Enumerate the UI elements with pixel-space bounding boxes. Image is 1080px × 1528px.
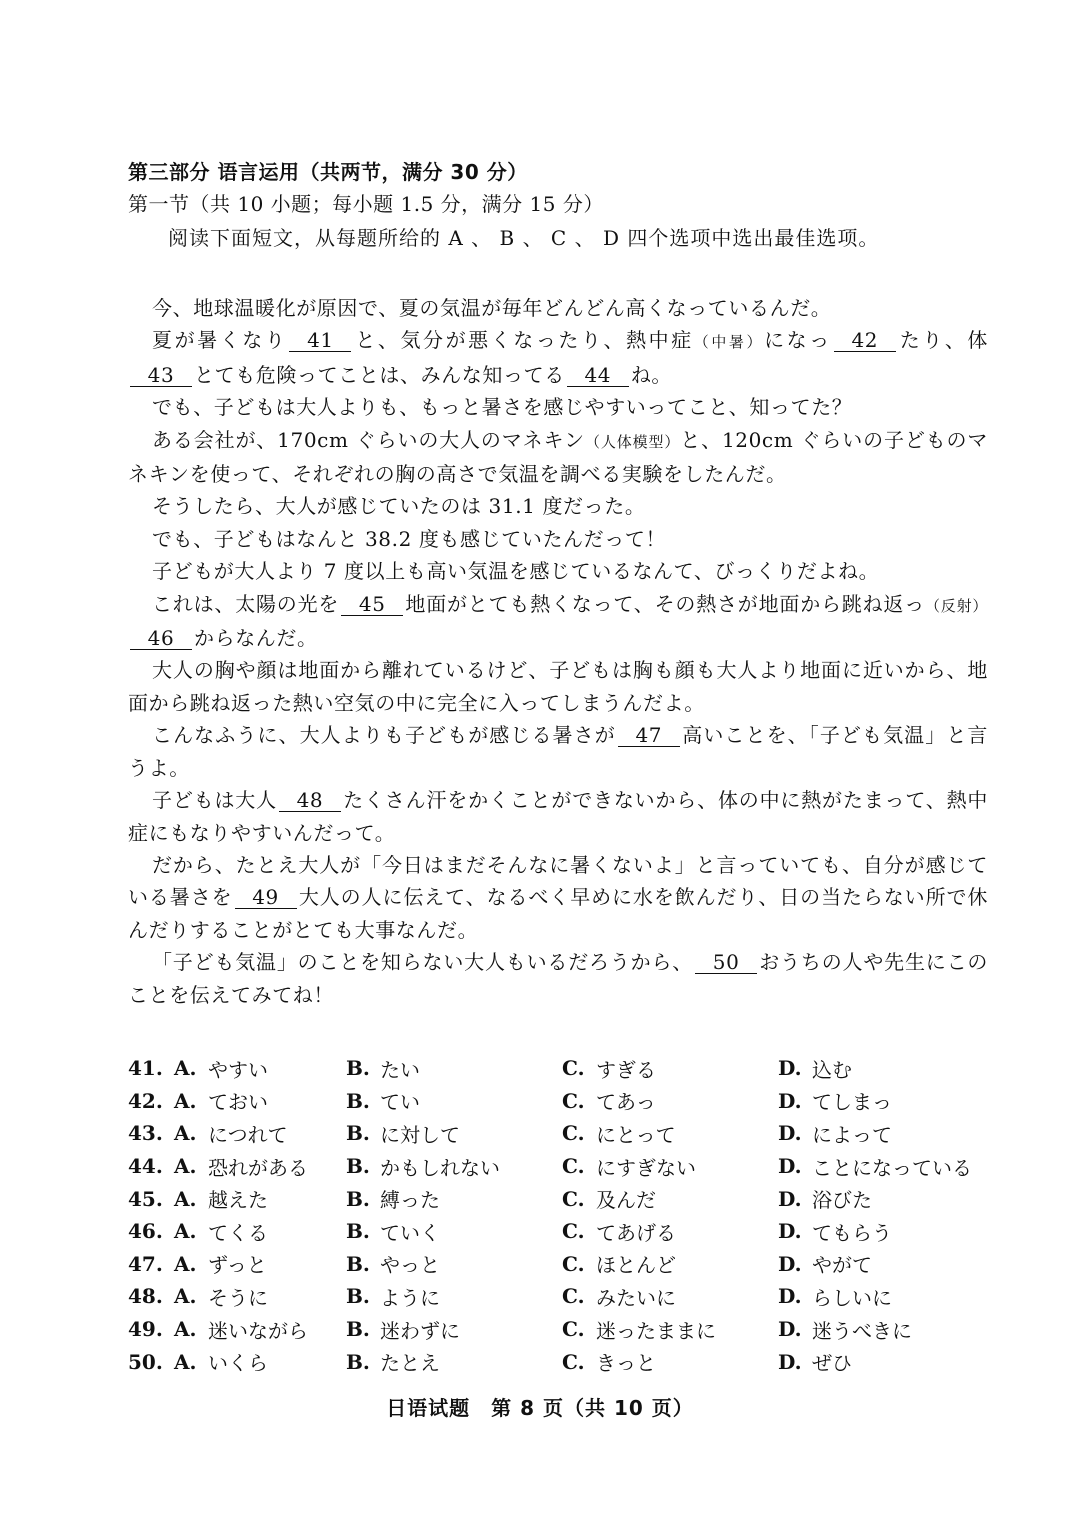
option-text: 迷ったままに xyxy=(596,1318,716,1343)
option-d[interactable] xyxy=(778,1184,998,1213)
option-letter: B. xyxy=(346,1056,370,1081)
option-letter: C. xyxy=(562,1088,585,1113)
blank-45: 45 xyxy=(341,593,403,616)
option-row xyxy=(128,1215,998,1248)
option-b[interactable] xyxy=(346,1086,562,1115)
option-text: すぎる xyxy=(596,1057,656,1082)
option-letter: B. xyxy=(346,1317,370,1342)
gloss-note: （中暑） xyxy=(693,333,765,352)
option-letter: B. xyxy=(346,1284,370,1309)
option-text: やすい xyxy=(208,1057,268,1082)
option-text: によって xyxy=(812,1122,892,1147)
option-row xyxy=(128,1280,998,1313)
paragraph-9: 大人の胸や顔は地面から離れているけど、子どもは胸も顔も大人より地面に近いから、地面から跳ね返った熱い空気の中に完全に入ってしまうんだよ。 xyxy=(128,658,988,715)
option-text: にすぎない xyxy=(596,1155,696,1180)
option-text: 迷わずに xyxy=(380,1318,460,1343)
option-d[interactable] xyxy=(778,1249,998,1278)
text-segment: 地面がとても熱くなって、その熱さが地面から跳ね返っ xyxy=(405,591,925,616)
option-row xyxy=(128,1182,998,1215)
option-text: 浴びた xyxy=(812,1188,872,1213)
paragraph-10 xyxy=(128,719,988,784)
paragraph-2 xyxy=(128,324,988,391)
text-segment: たり、体 xyxy=(897,328,989,353)
option-d[interactable] xyxy=(778,1315,998,1344)
text-segment: こんなふうに、大人よりも子どもが感じる暑さが xyxy=(152,723,616,748)
option-a[interactable] xyxy=(174,1249,346,1278)
option-c[interactable] xyxy=(562,1282,778,1311)
option-letter: C. xyxy=(562,1251,585,1276)
option-letter: C. xyxy=(562,1219,585,1244)
paragraph-8 xyxy=(128,588,988,655)
blank-47: 47 xyxy=(618,724,680,747)
paragraph-6: でも、子どもはなんと 38.2 度も感じていたんだって！ xyxy=(152,526,667,551)
text-segment: おうちの人や先生にこのことを伝えてみてね！ xyxy=(128,950,988,1007)
option-letter: B. xyxy=(346,1121,370,1146)
instruction-text: 阅读下面短文，从每题所给的 A 、 B 、 C 、 D 四个选项中选出最佳选项。 xyxy=(168,226,880,250)
question-number: 42. xyxy=(128,1088,163,1113)
text-segment: 子どもは大人 xyxy=(152,788,277,813)
option-letter: B. xyxy=(346,1251,370,1276)
option-letter: C. xyxy=(562,1186,585,1211)
question-number: 46. xyxy=(128,1219,163,1244)
answer-options xyxy=(128,1052,998,1378)
option-c[interactable] xyxy=(562,1347,778,1376)
option-c[interactable] xyxy=(562,1217,778,1246)
option-letter: C. xyxy=(562,1284,585,1309)
section-title: 第三部分 语言运用（共两节，满分 30 分） xyxy=(128,160,528,184)
option-text: そうに xyxy=(208,1285,268,1310)
text-segment: だから、たとえ大人が「今日はまだそんなに暑くないよ」と言っていても、自分が感じている暑さを xyxy=(128,852,988,910)
option-c[interactable] xyxy=(562,1086,778,1115)
paragraph-7: 子どもが大人より 7 度以上も高い気温を感じているなんて、びっくりだよね。 xyxy=(152,559,880,584)
option-letter: B. xyxy=(346,1349,370,1374)
option-row xyxy=(128,1052,998,1085)
option-text: たい xyxy=(380,1057,420,1082)
option-c[interactable] xyxy=(562,1054,778,1083)
option-letter: C. xyxy=(562,1317,585,1342)
option-a[interactable] xyxy=(174,1086,346,1115)
paragraph-11 xyxy=(128,784,988,849)
option-c[interactable] xyxy=(562,1152,778,1181)
option-text: てもらう xyxy=(812,1220,892,1245)
paragraph-4 xyxy=(128,424,988,491)
option-letter: A. xyxy=(174,1121,197,1146)
text-segment: ね。 xyxy=(630,362,673,387)
option-b[interactable] xyxy=(346,1249,562,1278)
option-letter: D. xyxy=(778,1088,802,1113)
option-letter: D. xyxy=(778,1349,802,1374)
paragraph-3: でも、子どもは大人よりも、もっと暑さを感じやすいってこと、知ってた？ xyxy=(152,395,853,420)
blank-48: 48 xyxy=(279,789,341,812)
option-d[interactable] xyxy=(778,1054,998,1083)
option-a[interactable] xyxy=(174,1282,346,1311)
option-d[interactable] xyxy=(778,1347,998,1376)
blank-46: 46 xyxy=(130,627,192,650)
option-text: きっと xyxy=(596,1351,656,1376)
option-letter: A. xyxy=(174,1219,197,1244)
page-footer: 日语试题 第 8 页（共 10 页） xyxy=(386,1396,694,1420)
option-d[interactable] xyxy=(778,1282,998,1311)
option-letter: B. xyxy=(346,1154,370,1179)
question-number: 44. xyxy=(128,1154,163,1179)
option-row xyxy=(128,1150,998,1183)
question-number: 45. xyxy=(128,1186,163,1211)
option-text: ぜひ xyxy=(812,1351,852,1376)
option-text: てくる xyxy=(208,1220,268,1245)
option-letter: A. xyxy=(174,1056,197,1081)
option-text: ていく xyxy=(380,1220,440,1245)
option-b[interactable] xyxy=(346,1119,562,1148)
option-row xyxy=(128,1248,998,1281)
option-text: みたいに xyxy=(596,1285,676,1310)
option-text: らしいに xyxy=(812,1285,892,1310)
option-text: てしまっ xyxy=(812,1090,892,1115)
option-c[interactable] xyxy=(562,1249,778,1278)
option-text: てあげる xyxy=(596,1220,676,1245)
option-letter: A. xyxy=(174,1251,197,1276)
option-letter: C. xyxy=(562,1154,585,1179)
option-text: やがて xyxy=(812,1253,872,1278)
option-letter: A. xyxy=(174,1186,197,1211)
option-text: やっと xyxy=(380,1253,440,1278)
option-c[interactable] xyxy=(562,1119,778,1148)
option-text: かもしれない xyxy=(380,1155,500,1180)
text-segment: 大人の人に伝えて、なるべく早めに水を飲んだり、日の当たらない所で休んだりすることがとても大事なんだ。 xyxy=(128,885,988,942)
subsection-title: 第一节（共 10 小题；每小题 1.5 分，满分 15 分） xyxy=(128,192,604,216)
option-text: ように xyxy=(380,1285,440,1310)
option-letter: D. xyxy=(778,1154,802,1179)
option-letter: A. xyxy=(174,1317,197,1342)
option-a[interactable] xyxy=(174,1315,346,1344)
option-letter: A. xyxy=(174,1284,197,1309)
option-text: てあっ xyxy=(596,1090,656,1115)
option-text: ことになっている xyxy=(812,1155,972,1180)
text-segment: と、120cm ぐらいの子どものマネキンを使って、それぞれの胸の高さで気温を調べる実験をしたんだ。 xyxy=(128,427,989,487)
option-letter: D. xyxy=(778,1121,802,1146)
text-segment: と、気分が悪くなったり、熱中症 xyxy=(353,328,694,353)
option-text: いくら xyxy=(208,1351,268,1376)
blank-49: 49 xyxy=(235,886,297,909)
option-a[interactable] xyxy=(174,1217,346,1246)
option-text: ずっと xyxy=(208,1253,267,1278)
blank-42: 42 xyxy=(834,329,896,352)
paragraph-13 xyxy=(128,946,988,1011)
option-b[interactable] xyxy=(346,1152,562,1181)
text-segment: たくさん汗をかくことができないから、体の中に熱がたまって、熱中症にもなりやすいんだって。 xyxy=(128,788,988,845)
question-number: 48. xyxy=(128,1284,163,1309)
blank-44: 44 xyxy=(567,364,629,387)
paragraph-1: 今、地球温暖化が原因で、夏の気温が毎年どんどん高くなっているんだ。 xyxy=(152,296,832,320)
blank-50: 50 xyxy=(695,951,757,974)
option-text: 及んだ xyxy=(596,1188,656,1213)
option-b[interactable] xyxy=(346,1217,562,1246)
question-number: 49. xyxy=(128,1317,163,1342)
option-text: ほとんど xyxy=(596,1253,676,1278)
option-c[interactable] xyxy=(562,1315,778,1344)
reading-passage xyxy=(128,292,988,1011)
paragraph-5: そうしたら、大人が感じていたのは 31.1 度だった。 xyxy=(152,494,646,519)
gloss-note: （人体模型） xyxy=(585,432,681,451)
option-text: たとえ xyxy=(380,1351,440,1376)
option-b[interactable] xyxy=(346,1282,562,1311)
option-row xyxy=(128,1345,998,1378)
option-text: 縛った xyxy=(380,1188,440,1213)
text-segment: からなんだ。 xyxy=(194,626,318,651)
option-text: 恐れがある xyxy=(208,1155,308,1180)
text-segment: とても危険ってことは、みんな知ってる xyxy=(194,362,565,387)
option-c[interactable] xyxy=(562,1184,778,1213)
option-a[interactable] xyxy=(174,1347,346,1376)
option-letter: A. xyxy=(174,1088,197,1113)
option-letter: D. xyxy=(778,1317,802,1342)
option-a[interactable] xyxy=(174,1184,346,1213)
text-segment: 「子ども気温」のことを知らない大人もいるだろうから、 xyxy=(152,950,694,975)
question-number: 47. xyxy=(128,1251,163,1276)
option-d[interactable] xyxy=(778,1152,998,1181)
option-letter: C. xyxy=(562,1121,585,1146)
option-a[interactable] xyxy=(174,1054,346,1083)
option-text: 迷いながら xyxy=(208,1318,308,1343)
option-letter: D. xyxy=(778,1284,802,1309)
option-letter: D. xyxy=(778,1219,802,1244)
option-a[interactable] xyxy=(174,1119,346,1148)
option-b[interactable] xyxy=(346,1054,562,1083)
text-segment: になっ xyxy=(764,328,832,353)
option-b[interactable] xyxy=(346,1315,562,1344)
option-text: ておい xyxy=(208,1090,268,1115)
option-b[interactable] xyxy=(346,1184,562,1213)
option-a[interactable] xyxy=(174,1152,346,1181)
option-text: につれて xyxy=(208,1122,288,1147)
option-letter: A. xyxy=(174,1349,197,1374)
question-number: 50. xyxy=(128,1349,163,1374)
option-row xyxy=(128,1085,998,1118)
option-row xyxy=(128,1117,998,1150)
option-letter: B. xyxy=(346,1088,370,1113)
option-d[interactable] xyxy=(778,1217,998,1246)
option-text: にとって xyxy=(596,1122,676,1147)
option-d[interactable] xyxy=(778,1119,998,1148)
paragraph-12 xyxy=(128,849,988,946)
text-segment: ある会社が、170cm ぐらいの大人のマネキン xyxy=(152,427,586,452)
option-letter: C. xyxy=(562,1056,585,1081)
option-b[interactable] xyxy=(346,1347,562,1376)
option-letter: D. xyxy=(778,1251,802,1276)
option-letter: D. xyxy=(778,1186,802,1211)
option-text: てい xyxy=(380,1090,420,1115)
option-text: 込む xyxy=(812,1057,852,1082)
option-text: 越えた xyxy=(208,1188,268,1213)
option-d[interactable] xyxy=(778,1086,998,1115)
text-segment: 高いことを、「子ども気温」と言うよ。 xyxy=(128,723,988,780)
blank-41: 41 xyxy=(289,329,351,352)
option-row xyxy=(128,1313,998,1346)
option-letter: B. xyxy=(346,1186,370,1211)
option-text: 迷うべきに xyxy=(812,1318,912,1343)
option-letter: A. xyxy=(174,1154,197,1179)
blank-43: 43 xyxy=(130,364,192,387)
question-number: 43. xyxy=(128,1121,163,1146)
option-text: に対して xyxy=(380,1122,460,1147)
text-segment: これは、太陽の光を xyxy=(152,591,340,616)
gloss-note: （反射） xyxy=(925,596,988,615)
option-letter: C. xyxy=(562,1349,585,1374)
option-letter: B. xyxy=(346,1219,370,1244)
question-number: 41. xyxy=(128,1056,163,1081)
text-segment: 夏が暑くなり xyxy=(152,328,288,353)
option-letter: D. xyxy=(778,1056,802,1081)
